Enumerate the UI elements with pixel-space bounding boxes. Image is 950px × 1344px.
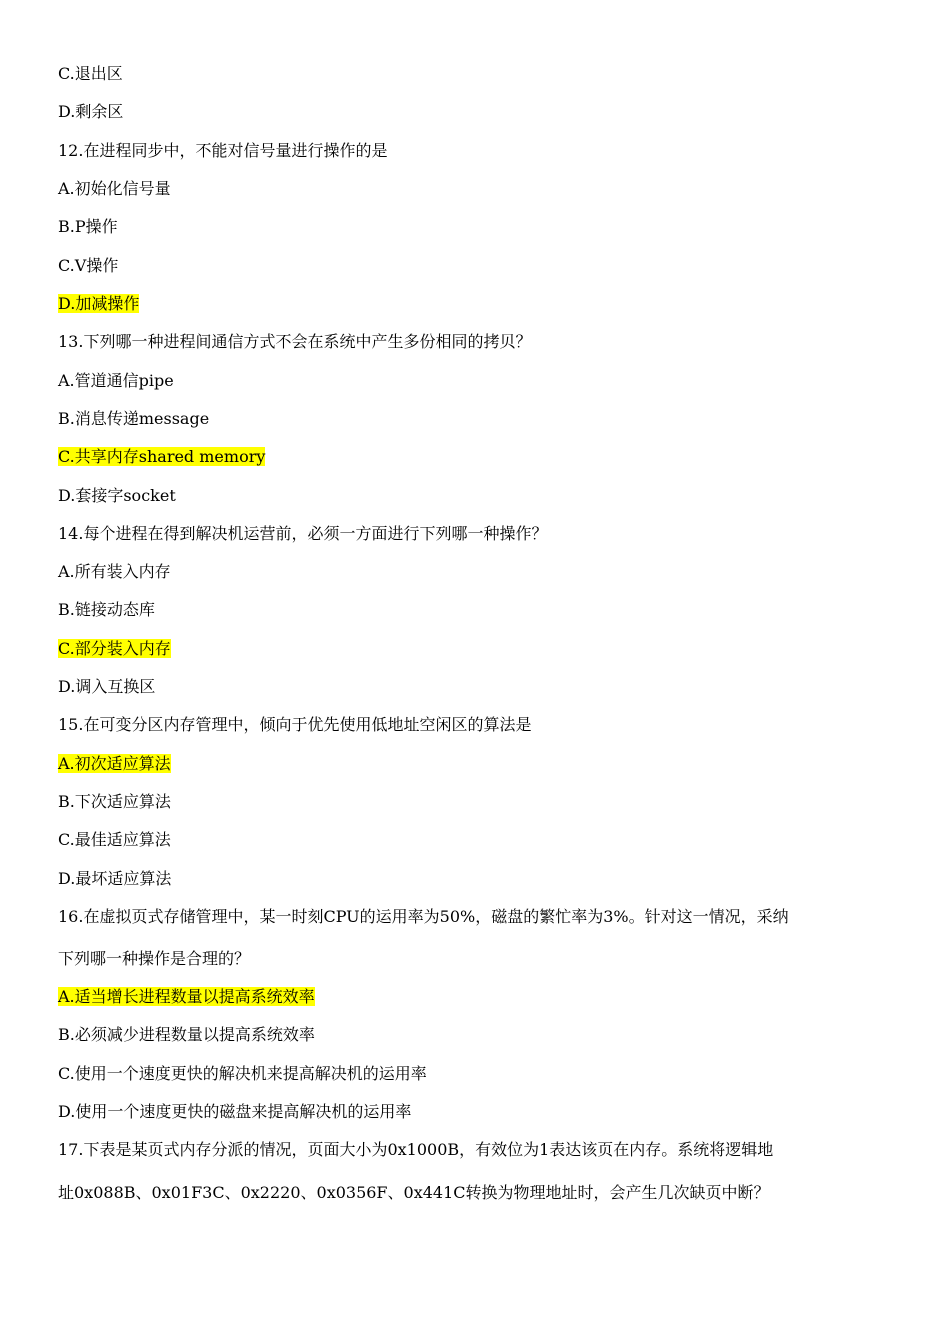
text-line [58,1063,427,1085]
line-text: C.V操作 [58,256,119,275]
text-line [58,101,123,123]
text-line [58,791,171,813]
text-line [58,63,123,85]
line-text: 17.下表是某页式内存分派的情况，页面大小为0x1000B，有效位为1表达该页在内存。系统将逻辑地 [58,1140,774,1159]
line-text: A.初始化信号量 [58,179,171,198]
question-line [58,906,789,928]
text-line [58,829,171,851]
highlighted-answer: A.适当增长进程数量以提高系统效率 [58,987,315,1006]
text-line [58,485,176,507]
line-text: D.使用一个速度更快的磁盘来提高解决机的运用率 [58,1102,412,1121]
line-text: B.P操作 [58,217,118,236]
line-text: 14.每个进程在得到解决机运营前，必须一方面进行下列哪一种操作？ [58,524,548,543]
question-line [58,1139,773,1161]
line-text: D.套接字socket [58,486,176,505]
answer-line [58,293,139,315]
line-text: C.最佳适应算法 [58,830,171,849]
highlighted-answer: D.加减操作 [58,294,140,313]
question-line-continued [58,1182,770,1204]
highlighted-answer: C.共享内存shared memory [58,447,266,466]
highlighted-answer: A.初次适应算法 [58,754,171,773]
text-line [58,599,155,621]
line-text: 15.在可变分区内存管理中，倾向于优先使用低地址空闲区的算法是 [58,715,532,734]
text-line [58,216,118,238]
line-text: B.链接动态库 [58,600,155,619]
line-text: D.最坏适应算法 [58,869,172,888]
text-line [58,1024,315,1046]
line-text: C.使用一个速度更快的解决机来提高解决机的运用率 [58,1064,427,1083]
answer-line [58,638,171,660]
question-line [58,714,531,736]
line-text: A.管道通信pipe [58,371,174,390]
text-line [58,178,171,200]
text-line [58,1101,411,1123]
text-line [58,255,118,277]
text-line [58,561,171,583]
question-line [58,331,531,353]
text-line [58,370,174,392]
line-text: 16.在虚拟页式存储管理中，某一时刻CPU的运用率为50%，磁盘的繁忙率为3%。针对这一情况，采纳 [58,907,789,926]
line-text: C.退出区 [58,64,123,83]
line-text: B.下次适应算法 [58,792,171,811]
line-text: B.必须减少进程数量以提高系统效率 [58,1025,315,1044]
line-text: 13.下列哪一种进程间通信方式不会在系统中产生多份相同的拷贝？ [58,332,532,351]
line-text: B.消息传递message [58,409,210,428]
answer-line [58,446,265,468]
line-text: A.所有装入内存 [58,562,171,581]
line-text: 下列哪一种操作是合理的？ [58,949,251,968]
line-text: 址0x088B、0x01F3C、0x2220、0x0356F、0x441C转换为物理地址时，会产生几次缺页中断？ [58,1183,770,1202]
text-line [58,868,171,890]
question-line [58,140,387,162]
answer-line [58,986,315,1008]
line-text: D.剩余区 [58,102,124,121]
question-line-continued [58,948,250,970]
question-line [58,523,547,545]
answer-line [58,753,171,775]
line-text: D.调入互换区 [58,677,156,696]
text-line [58,676,155,698]
text-line [58,408,209,430]
line-text: 12.在进程同步中，不能对信号量进行操作的是 [58,141,388,160]
highlighted-answer: C.部分装入内存 [58,639,171,658]
